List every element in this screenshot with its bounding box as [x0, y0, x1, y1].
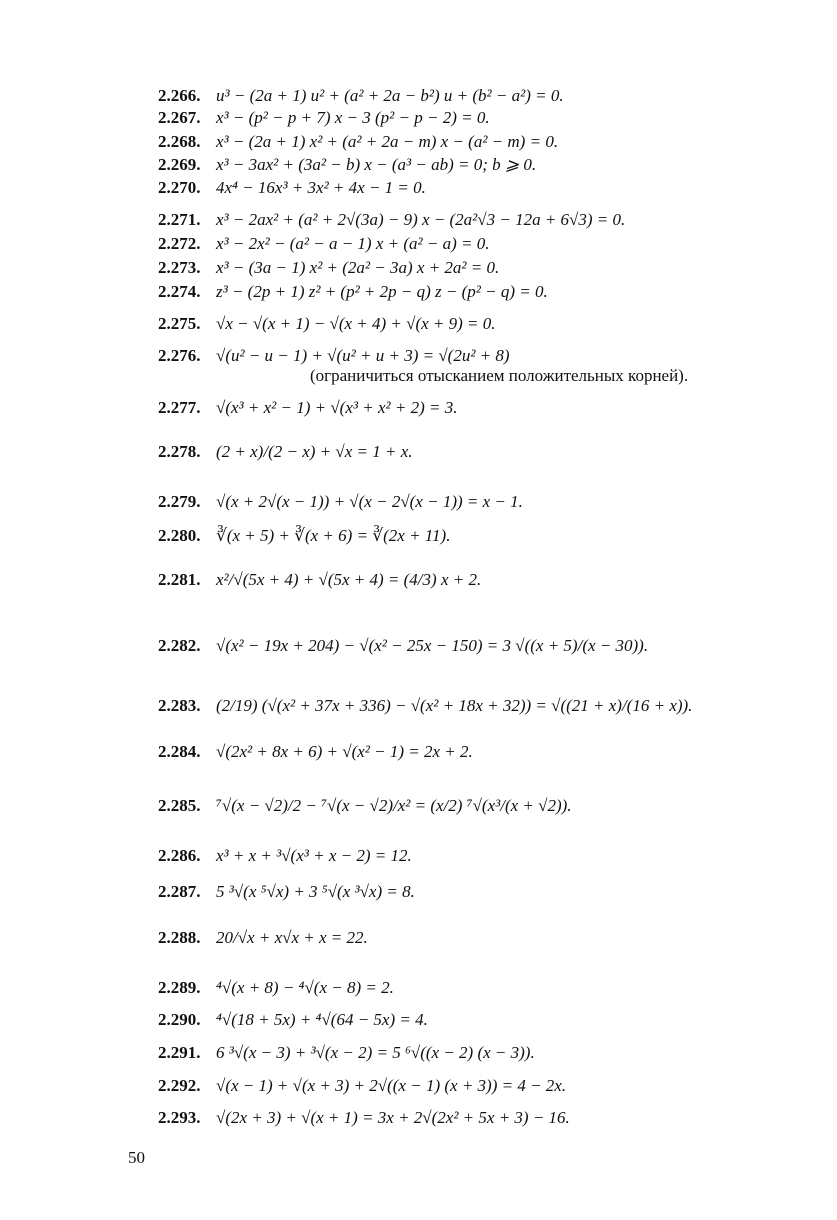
problem: 2.277. √(x³ + x² − 1) + √(x³ + x² + 2) = 3. [158, 398, 458, 417]
problem: 2.271. x³ − 2ax² + (a² + 2√(3a) − 9) x − (2a²√3 − 12a + 6√3) = 0. [158, 210, 626, 229]
problem: 2.268. x³ − (2a + 1) x² + (a² + 2a − m) x − (a² − m) = 0. [158, 132, 559, 151]
problem: 2.270. 4x⁴ − 16x³ + 3x² + 4x − 1 = 0. [158, 178, 426, 197]
problem: 2.275. √x − √(x + 1) − √(x + 4) + √(x + 9) = 0. [158, 314, 496, 333]
problem: 2.281. x²/√(5x + 4) + √(5x + 4) = (4/3) x + 2. [158, 570, 482, 589]
problem: 2.289. ⁴√(x + 8) − ⁴√(x − 8) = 2. [158, 978, 394, 997]
problem: 2.286. x³ + x + ³√(x³ + x − 2) = 12. [158, 846, 412, 865]
problem: 2.282. √(x² − 19x + 204) − √(x² − 25x − 150) = 3 √((x + 5)/(x − 30)). [158, 636, 649, 655]
problem: 2.272. x³ − 2x² − (a² − a − 1) x + (a² − a) = 0. [158, 234, 490, 253]
problem: 2.293. √(2x + 3) + √(x + 1) = 3x + 2√(2x² + 5x + 3) − 16. [158, 1108, 570, 1127]
problem: 2.267. x³ − (p² − p + 7) x − 3 (p² − p − 2) = 0. [158, 108, 490, 127]
problem: 2.292. √(x − 1) + √(x + 3) + 2√((x − 1) (x + 3)) = 4 − 2x. [158, 1076, 567, 1095]
problem: 2.269. x³ − 3ax² + (3a² − b) x − (a³ − ab) = 0; b ⩾ 0. [158, 155, 537, 174]
problem: 2.280. ∛(x + 5) + ∛(x + 6) = ∛(2x + 11). [158, 526, 451, 545]
problem: 2.278. (2 + x)/(2 − x) + √x = 1 + x. [158, 442, 413, 461]
problem: 2.279. √(x + 2√(x − 1)) + √(x − 2√(x − 1)) = x − 1. [158, 492, 523, 511]
problem: 2.287. 5 ³√(x ⁵√x) + 3 ⁵√(x ³√x) = 8. [158, 882, 415, 901]
problem: 2.288. 20/√x + x√x + x = 22. [158, 928, 368, 947]
problem-note: (ограничиться отысканием положительных корней). [310, 366, 689, 385]
problem: 2.274. z³ − (2p + 1) z² + (p² + 2p − q) z − (p² − q) = 0. [158, 282, 548, 301]
problem: 2.273. x³ − (3a − 1) x² + (2a² − 3a) x + 2a² = 0. [158, 258, 500, 277]
problem: 2.276. √(u² − u − 1) + √(u² + u + 3) = √(2u² + 8) [158, 346, 510, 365]
problem: 2.283. (2/19) (√(x² + 37x + 336) − √(x² + 18x + 32)) = √((21 + x)/(16 + x)). [158, 696, 693, 715]
problem: 2.266. u³ − (2a + 1) u² + (a² + 2a − b²) u + (b² − a²) = 0. [158, 86, 564, 105]
problem: 2.284. √(2x² + 8x + 6) + √(x² − 1) = 2x + 2. [158, 742, 473, 761]
problem: 2.290. ⁴√(18 + 5x) + ⁴√(64 − 5x) = 4. [158, 1010, 428, 1029]
problem: 2.285. ⁷√(x − √2)/2 − ⁷√(x − √2)/x² = (x/2) ⁷√(x³/(x + √2)). [158, 796, 572, 815]
page-number: 50 [128, 1148, 145, 1167]
problem: 2.291. 6 ³√(x − 3) + ³√(x − 2) = 5 ⁶√((x − 2) (x − 3)). [158, 1043, 535, 1062]
